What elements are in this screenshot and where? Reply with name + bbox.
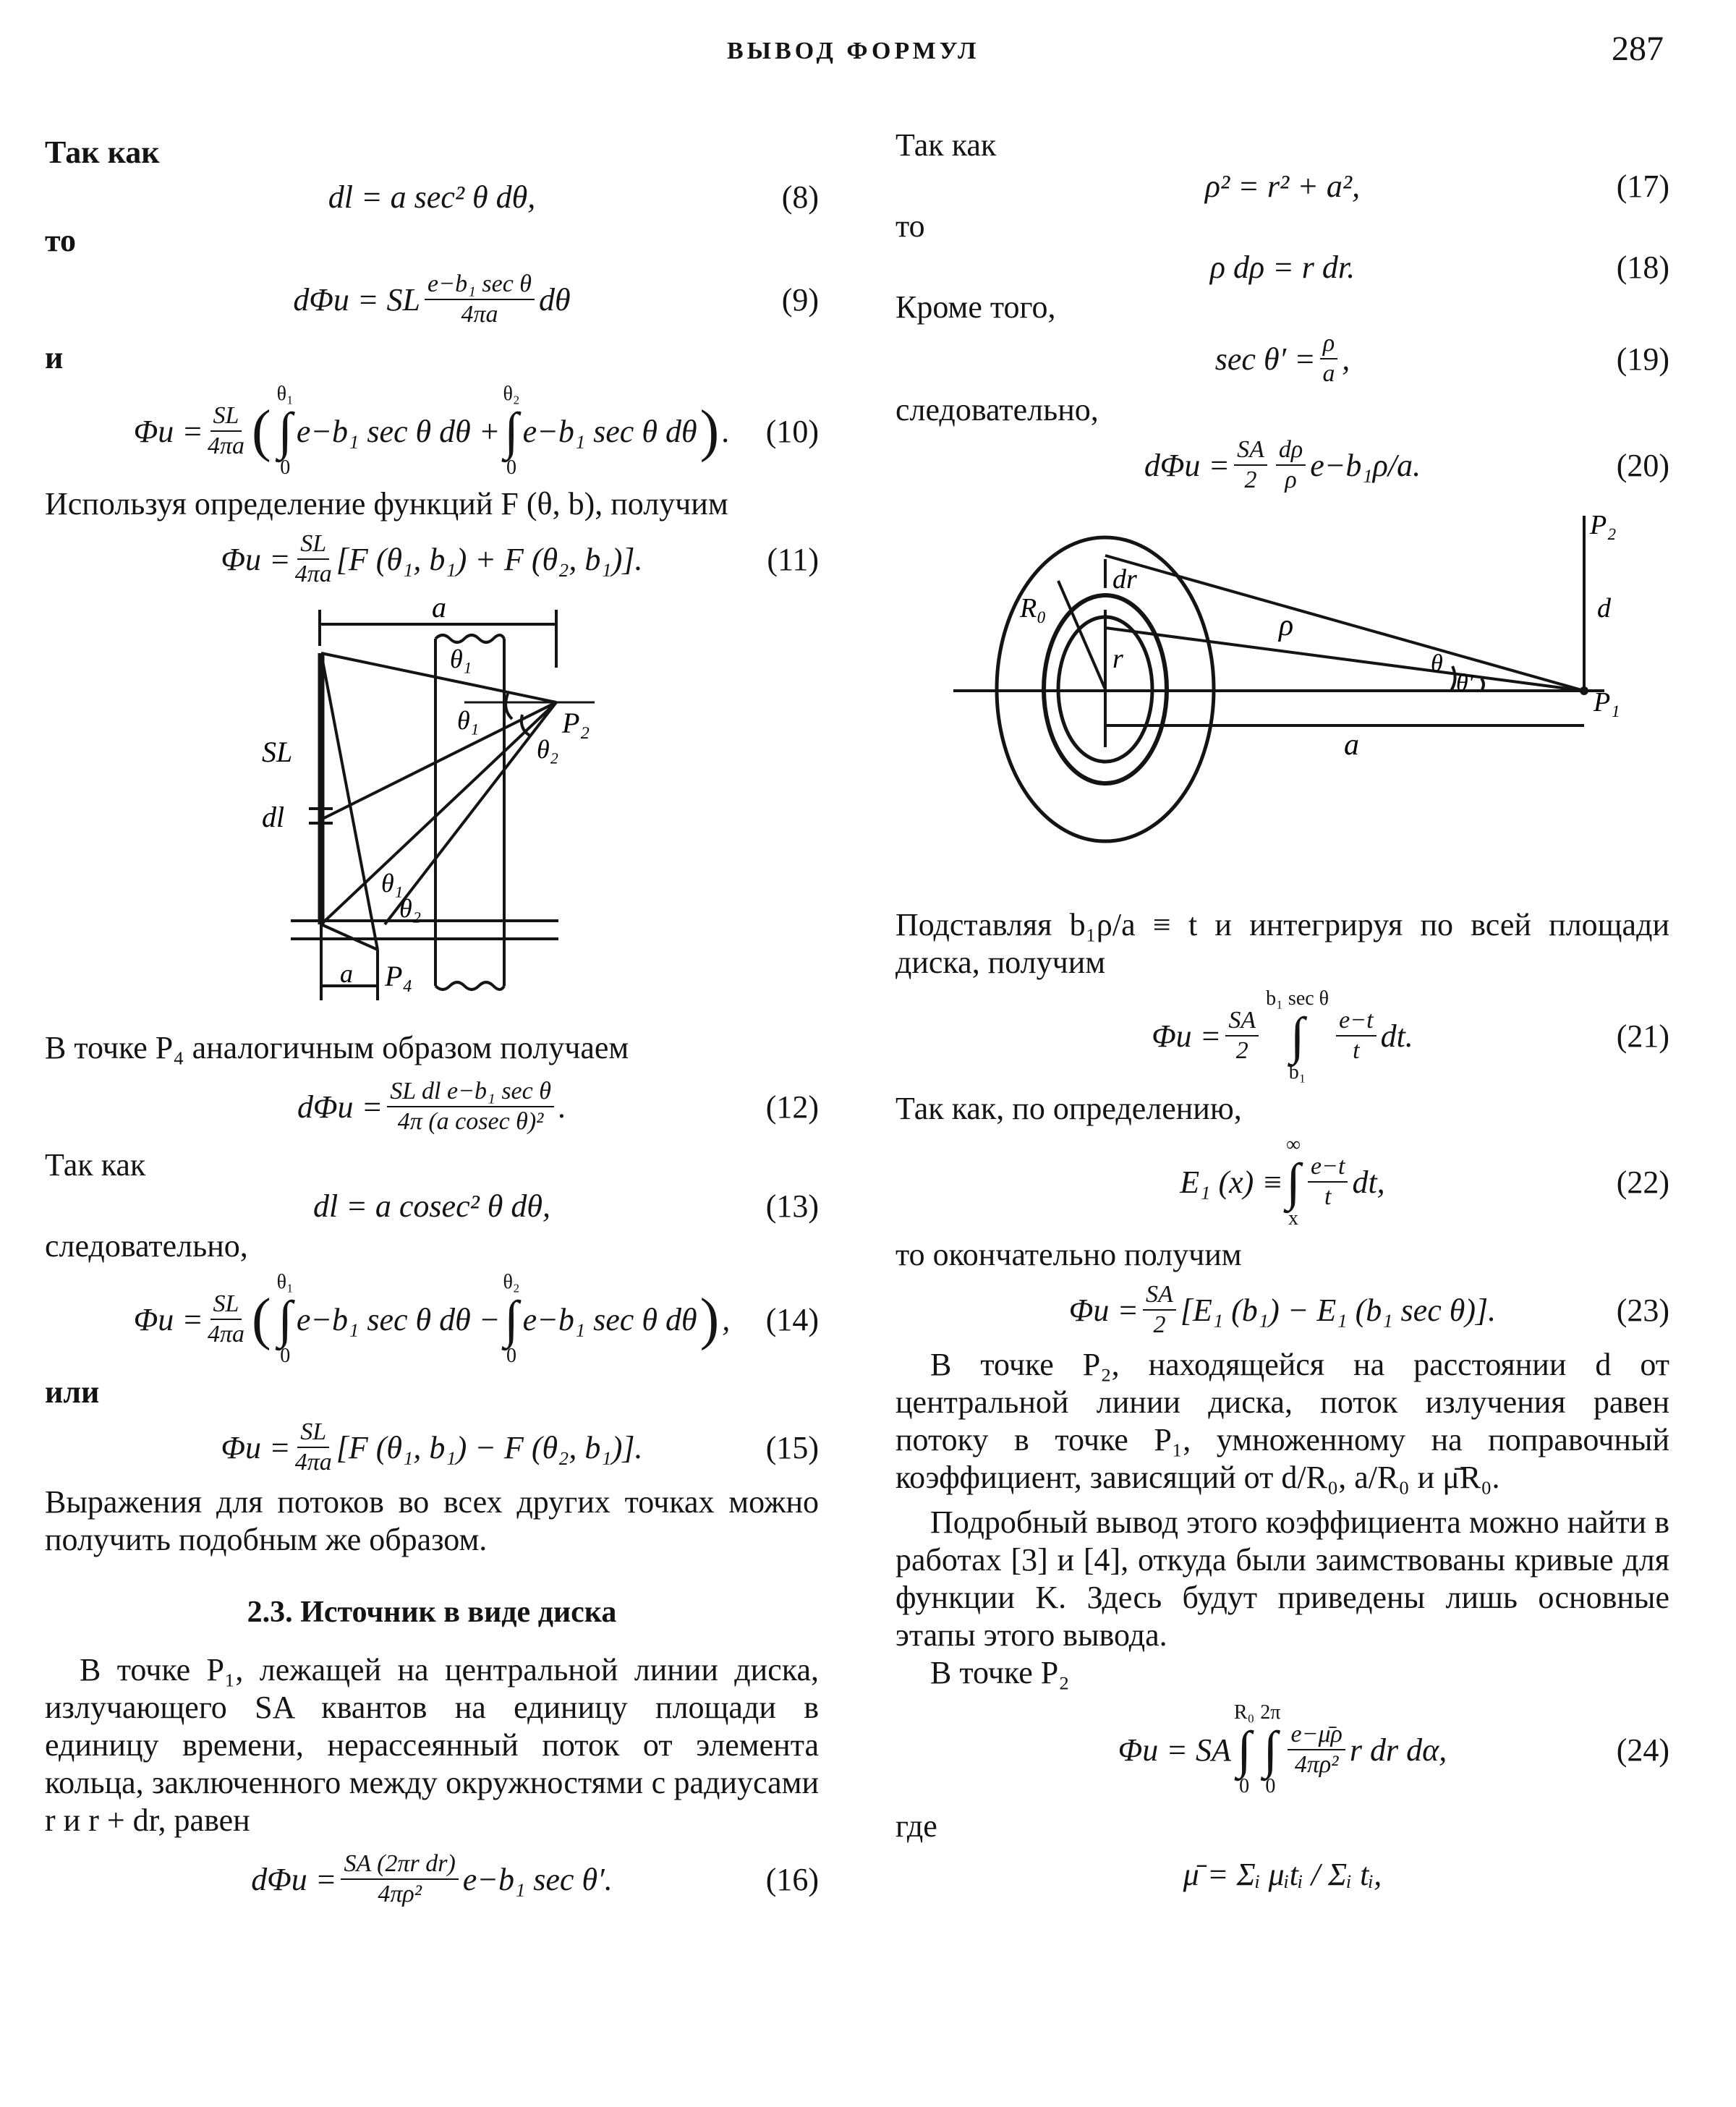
paragraph-point-p1: В точке P₁, лежащей на центральной линии диска, излучающего SA квантов на единицу площади в единицу времени, нерассеянный поток от элемента кольца, заключенного между окружностями с радиусами r и r + dr, равен — [45, 1652, 819, 1838]
eq11-fraction — [295, 529, 332, 589]
eq14-fraction — [208, 1290, 244, 1349]
eq20-lhs: dΦu = — [1144, 447, 1230, 483]
int14-2-upper: θ₂ — [503, 1271, 520, 1293]
integral-21: b₁ sec θ ∫ b₁ — [1266, 987, 1329, 1084]
equation-17 — [895, 164, 1669, 208]
eq12-rhs: . — [558, 1089, 566, 1125]
eq24-rhs: r dr dα, — [1349, 1732, 1447, 1768]
eq12-fraction — [387, 1077, 554, 1136]
eq20-d1: 2 — [1244, 467, 1257, 493]
eq21-fraction-2 — [1336, 1006, 1376, 1065]
eq21-fraction-1 — [1225, 1006, 1259, 1065]
eq21-fden: 2 — [1235, 1037, 1248, 1064]
fig-label-theta2-mid: θ₂ — [537, 735, 559, 764]
fig2-label-dr: dr — [1112, 564, 1137, 595]
figure-line-source — [45, 595, 819, 1029]
fig2-label-theta: θ — [1431, 650, 1443, 677]
eq11-number: (11) — [767, 541, 819, 577]
eq23-number: (23) — [1616, 1292, 1669, 1328]
left-column — [45, 119, 819, 1919]
equation-9 — [45, 260, 819, 339]
eq23-rhs: [E₁ (b₁) − E₁ (b₁ sec θ)]. — [1180, 1292, 1497, 1328]
eq14-int1-body: e−b₁ sec θ dθ − — [296, 1301, 501, 1337]
eq11-fnum: SL — [297, 529, 329, 560]
eq16-number: (16) — [765, 1861, 819, 1897]
eq19-rhs: , — [1342, 341, 1350, 377]
eq14-lhs: Φu = — [133, 1301, 203, 1337]
eq22-fraction — [1308, 1152, 1348, 1212]
eq22-rhs: dt, — [1352, 1164, 1385, 1200]
fig2-label-p2: P₂ — [1590, 510, 1617, 540]
eq12-lhs: dΦu = — [297, 1089, 383, 1125]
eq21-lhs: Φu = — [1152, 1018, 1222, 1054]
eq13-number: (13) — [765, 1188, 819, 1224]
eq11-lhs: Φu = — [221, 541, 291, 577]
eq18-number: (18) — [1616, 249, 1669, 285]
eq22-lhs: E₁ (x) ≡ — [1180, 1164, 1283, 1200]
eq10-int2-body: e−b₁ sec θ dθ — [522, 413, 697, 449]
integral-2: θ₂ ∫ 0 — [503, 383, 520, 479]
eq15-fraction — [295, 1418, 332, 1477]
eq14-fnum: SL — [210, 1290, 242, 1320]
eq20-fraction-2 — [1276, 435, 1306, 495]
equation-16 — [45, 1839, 819, 1919]
equation-15 — [45, 1411, 819, 1484]
fig2-label-a: a — [1344, 728, 1359, 762]
integral-22: ∞ ∫ x — [1286, 1133, 1301, 1230]
equation-12 — [45, 1067, 819, 1146]
equation-8 — [45, 171, 819, 222]
right-column — [895, 119, 1669, 1903]
integral-24-1: R₀ ∫ 0 — [1233, 1701, 1255, 1797]
fig2-label-theta-prime: θ′ — [1456, 670, 1474, 697]
eq8-number: (8) — [781, 179, 819, 215]
fig-label-theta1-mid: θ₁ — [457, 706, 480, 735]
eq10-fden: 4πa — [207, 433, 244, 459]
eq9-lhs: dΦu = SL — [293, 281, 421, 318]
r-text-krome-togo: Кроме того, — [895, 289, 1056, 325]
eq11-rhs: [F (θ₁, b₁) + F (θ₂, b₁)]. — [336, 541, 643, 577]
paren-close-14: ) — [699, 1287, 720, 1351]
eq17-expr: ρ² = r² + a², — [1204, 168, 1361, 204]
equation-19 — [895, 326, 1669, 391]
eq16-lhs: dΦu = — [251, 1861, 337, 1897]
eq19-fraction — [1320, 329, 1337, 388]
integral-24-2: 2π ∫ 0 — [1260, 1701, 1281, 1797]
int24-2-upper: 2π — [1260, 1701, 1281, 1724]
equation-21 — [895, 982, 1669, 1090]
text-to: то — [45, 223, 77, 258]
r-text-finally: то окончательно получим — [895, 1237, 1242, 1272]
eq10-fraction — [208, 401, 244, 461]
integral-1: θ₁ ∫ 0 — [276, 383, 294, 479]
eq19-number: (19) — [1616, 341, 1669, 377]
eq15-rhs: [F (θ₁, b₁) − F (θ₂, b₁)]. — [336, 1429, 643, 1465]
equation-23 — [895, 1274, 1669, 1346]
section-heading-disk: 2.3. Источник в виде диска — [247, 1596, 617, 1629]
eq12-numer: SL dl e−b₁ sec θ — [387, 1077, 554, 1107]
equation-13 — [45, 1184, 819, 1227]
fig2-label-r: r — [1112, 644, 1123, 674]
eq15-lhs: Φu = — [221, 1429, 291, 1465]
text-sledovatelno: следовательно, — [45, 1228, 248, 1264]
eq23-fraction — [1143, 1280, 1176, 1340]
eq15-number: (15) — [765, 1429, 819, 1465]
r-paragraph-point-p2: В точке P₂, находящейся на расстоянии d от центральной линии диска, поток излучения равен потоку в точке P₁, умноженному на поправочный коэффициент, зависящий от d/R₀, a/R₀ и μ̄R₀. — [895, 1347, 1669, 1495]
eq14-tail: , — [722, 1301, 731, 1337]
eq14-int2-body: e−b₁ sec θ dθ — [522, 1301, 697, 1337]
eq16-rhs: e−b₁ sec θ′. — [462, 1861, 613, 1897]
equation-20 — [895, 429, 1669, 501]
eq23-fnum: SA — [1143, 1280, 1176, 1311]
eq9-number: (9) — [781, 281, 819, 318]
text-tak-kak-2: Так как — [45, 1147, 146, 1183]
eq21-denom: t — [1353, 1037, 1360, 1064]
eq22-denom: t — [1324, 1183, 1332, 1210]
equation-10: Φu = $\frac{SL}{4\pi a}$ ( θ₁ ∫ 0 e−b₁ sec θ dθ + θ₂ ∫ 0 e−b₁ sec θ dθ ) . (10) — [133, 383, 819, 479]
page-number: 287 — [1612, 30, 1664, 68]
eq10-fnum: SL — [210, 401, 242, 432]
fig2-label-d: d — [1597, 593, 1611, 623]
int2-upper: θ₂ — [503, 383, 520, 405]
equation-14 — [45, 1265, 819, 1374]
paren-close: ) — [699, 399, 720, 463]
fig-label-theta1-low: θ₁ — [381, 869, 404, 898]
eq19-lhs: sec θ′ = — [1214, 341, 1316, 377]
eq11-fden: 4πa — [294, 561, 332, 587]
eq10-lhs: Φu = — [133, 413, 203, 449]
text-ili: или — [45, 1374, 100, 1410]
eq22-numer: e−t — [1308, 1152, 1348, 1183]
equation-25 — [895, 1845, 1669, 1903]
eq24-number: (24) — [1616, 1732, 1669, 1768]
eq19-denom: a — [1322, 360, 1335, 387]
eq15-fnum: SL — [297, 1418, 329, 1448]
paragraph-other-points: Выражения для потоков во всех других точках можно получить подобным же образом. — [45, 1484, 819, 1557]
figure-disk-source-svg — [895, 501, 1669, 906]
r-text-to: то — [895, 208, 925, 244]
eq23-fden: 2 — [1153, 1311, 1166, 1338]
fig-label-theta1-top: θ₁ — [450, 644, 472, 673]
eq19-numer: ρ — [1320, 329, 1337, 359]
eq12-denom: 4π (a cosec θ)² — [397, 1108, 544, 1135]
int14-1-upper: θ₁ — [276, 1271, 294, 1293]
int22-upper: ∞ — [1286, 1133, 1301, 1156]
r-paragraph-substitution: Подставляя b₁ρ/a ≡ t и интегрируя по всей площади диска, получим — [895, 907, 1669, 980]
eq9-numer: e−b₁ sec θ — [425, 270, 535, 300]
fig-label-p2: P₂ — [562, 707, 590, 739]
eq21-rhs: dt. — [1380, 1018, 1413, 1054]
eq16-fraction — [341, 1850, 458, 1909]
paren-open-14: ( — [252, 1287, 271, 1351]
eq14-fden: 4πa — [207, 1321, 244, 1348]
eq12-number: (12) — [765, 1089, 819, 1125]
int24-1-lower: 0 — [1239, 1775, 1250, 1797]
r-text-sledovatelno: следовательно, — [895, 392, 1099, 427]
int14-1-lower: 0 — [280, 1345, 291, 1367]
fig-label-theta2-low: θ₂ — [399, 894, 422, 923]
r-text-tak-kak: Так как — [895, 127, 997, 163]
text-tak-kak: Так как — [45, 135, 160, 170]
int22-lower: x — [1288, 1207, 1298, 1230]
int1-lower: 0 — [280, 456, 291, 479]
fig2-label-rho: ρ — [1279, 609, 1294, 642]
eq24-fraction — [1288, 1720, 1345, 1779]
eq13-expr: dl = a cosec² θ dθ, — [312, 1188, 551, 1224]
eq16-numer: SA (2πr dr) — [341, 1850, 458, 1880]
eq15-fden: 4πa — [294, 1449, 332, 1476]
eq14-number: (14) — [765, 1301, 819, 1337]
eq16-denom: 4πρ² — [378, 1881, 422, 1907]
equation-11 — [45, 523, 819, 595]
int14-2-lower: 0 — [506, 1345, 517, 1367]
r-text-by-definition: Так как, по определению, — [895, 1091, 1242, 1126]
fig-label-sl: SL — [262, 736, 293, 768]
eq24-denom: 4πρ² — [1294, 1751, 1339, 1778]
int24-1-upper: R₀ — [1233, 1701, 1255, 1724]
eq24-lhs: Φu = SA — [1118, 1732, 1231, 1768]
fig2-label-p1: P₁ — [1594, 687, 1620, 718]
eq24-numer: e−μ̄ρ — [1288, 1720, 1345, 1750]
r-paragraph-detailed: Подробный вывод этого коэффициента можно найти в работах [3] и [4], откуда были заимствованы кривые для функции K. Здесь будут приведены лишь основные этапы этого вывода. — [895, 1504, 1669, 1653]
int1-upper: θ₁ — [276, 383, 294, 405]
r-text-gde: где — [895, 1808, 937, 1844]
eq21-number: (21) — [1616, 1018, 1669, 1054]
text-i: и — [45, 340, 64, 375]
equation-22 — [895, 1128, 1669, 1236]
fig-label-a-bottom: a — [340, 959, 353, 988]
equation-24 — [895, 1692, 1669, 1808]
paragraph-functions: Используя определение функций F (θ, b), получим — [45, 486, 728, 522]
eq10-number: (10) — [765, 413, 819, 449]
eq18-expr: ρ dρ = r dr. — [1209, 249, 1356, 285]
figure-disk-source — [895, 501, 1669, 906]
paragraph-point-p4: В точке P₄ аналогичным образом получаем — [45, 1030, 629, 1065]
int24-2-lower: 0 — [1265, 1775, 1276, 1797]
eq22-number: (22) — [1616, 1164, 1669, 1200]
figure-line-source-svg — [45, 595, 819, 1029]
fig2-label-r0: R₀ — [1020, 593, 1047, 623]
eq23-lhs: Φu = — [1068, 1292, 1139, 1328]
eq20-rhs: e−b₁ρ/a. — [1310, 447, 1421, 483]
integral-14-1: θ₁ ∫ 0 — [276, 1271, 294, 1367]
eq21-numer: e−t — [1336, 1006, 1376, 1037]
eq20-d2: ρ — [1285, 467, 1297, 493]
running-title: ВЫВОД ФОРМУЛ — [727, 38, 980, 64]
eq20-n1: SA — [1234, 435, 1267, 466]
int2-lower: 0 — [506, 456, 517, 479]
r-text-point-p2: В точке P₂ — [930, 1655, 1070, 1690]
eq17-number: (17) — [1616, 168, 1669, 204]
eq8-expr: dl = a sec² θ dθ, — [328, 179, 536, 215]
eq9-rhs: dθ — [539, 281, 571, 318]
int21-upper: b₁ sec θ — [1266, 987, 1329, 1010]
eq25-expr: μ̄ = Σᵢ μᵢtᵢ / Σᵢ tᵢ, — [1183, 1856, 1382, 1892]
paren-open: ( — [252, 399, 271, 463]
eq20-number: (20) — [1616, 447, 1669, 483]
eq9-denom: 4πa — [461, 301, 498, 328]
eq20-n2: dρ — [1276, 435, 1306, 466]
fig-label-p4: P₄ — [385, 960, 413, 992]
eq21-fnum: SA — [1225, 1006, 1259, 1037]
eq10-int1-body: e−b₁ sec θ dθ + — [296, 413, 501, 449]
eq20-fraction-1 — [1234, 435, 1267, 495]
eq9-fraction — [425, 270, 535, 329]
int21-lower: b₁ — [1288, 1061, 1306, 1084]
integral-14-2: θ₂ ∫ 0 — [503, 1271, 520, 1367]
equation-18 — [895, 245, 1669, 289]
fig-label-dl: dl — [262, 801, 285, 833]
fig-label-a-top: a — [432, 595, 446, 623]
